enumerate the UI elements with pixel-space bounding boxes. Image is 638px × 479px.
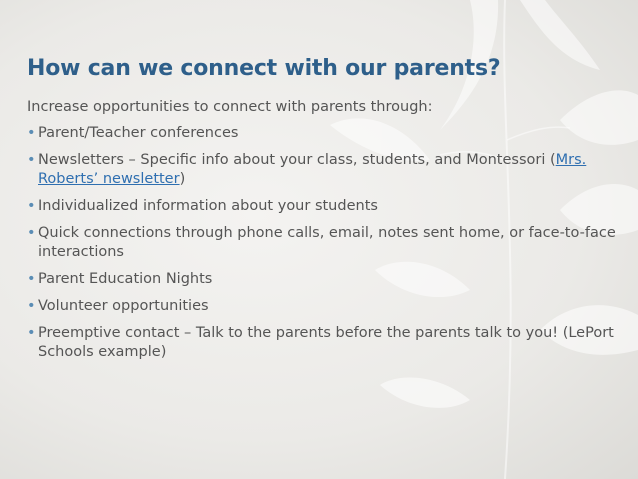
bullet-list — [27, 124, 617, 370]
bullet-dot-icon: • — [27, 271, 36, 287]
bullet-text: Newsletters – Specific info about your class, students, and Montessori ( — [38, 152, 556, 168]
bullet-item-education-nights — [27, 270, 617, 289]
bullet-text: Individualized information about your students — [38, 198, 378, 214]
bullet-dot-icon: • — [27, 298, 36, 314]
bullet-text-suffix: ) — [179, 171, 186, 187]
bullet-dot-icon: • — [27, 198, 36, 214]
bullet-dot-icon: • — [27, 125, 36, 141]
bullet-item-preemptive-contact — [27, 324, 617, 362]
bullet-dot-icon: • — [27, 225, 36, 241]
slide-title: How can we connect with our parents? — [27, 56, 501, 81]
bullet-item-newsletters — [27, 151, 617, 189]
bullet-item-quick-connections — [27, 224, 617, 262]
bullet-item-volunteer — [27, 297, 617, 316]
bullet-dot-icon: • — [27, 152, 36, 168]
bullet-item-conferences — [27, 124, 617, 143]
bullet-text: Parent Education Nights — [38, 271, 213, 287]
bullet-item-individualized-info — [27, 197, 617, 216]
bullet-text: Parent/Teacher conferences — [38, 125, 239, 141]
bullet-text: Volunteer opportunities — [38, 298, 209, 314]
newsletter-link[interactable]: Mrs. Roberts’ newsletter — [38, 152, 587, 187]
intro-text: Increase opportunities to connect with parents through: — [27, 99, 433, 115]
bullet-text: Quick connections through phone calls, email, notes sent home, or face-to-face interactions — [38, 225, 616, 260]
bullet-text: Preemptive contact – Talk to the parents before the parents talk to you! (LePort Schools example) — [38, 325, 614, 360]
bullet-dot-icon: • — [27, 325, 36, 341]
